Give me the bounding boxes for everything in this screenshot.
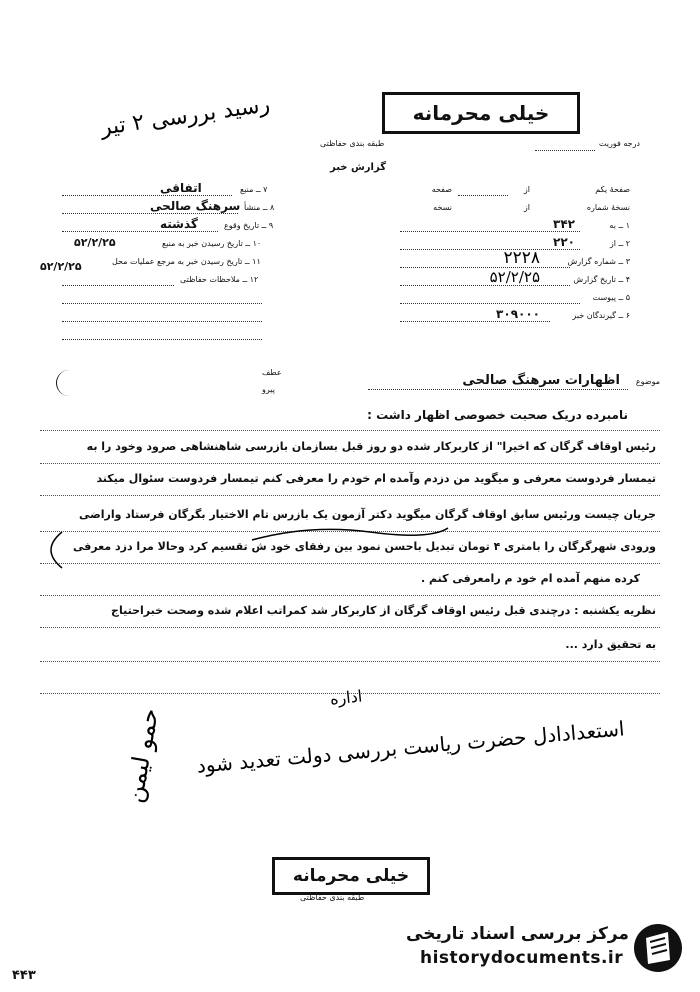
body-line: تیمسار فردوست معرفی و میگوید من دزدم وآمده ام خودم را معرفی کنم تیمسار فردوست سئوال میکند: [96, 472, 656, 485]
top-handwritten-note: رسید بررسی ۲ تیر: [99, 92, 272, 141]
occurrence-date-value: گذشته: [160, 217, 198, 231]
classification-stamp-bottom: خیلی محرمانه: [272, 857, 430, 895]
page-label: صفحهٔ یکم: [595, 185, 630, 194]
subject-label: موضوع: [635, 377, 660, 386]
body-rule: [40, 483, 660, 496]
follow-up-label: پیرو: [262, 385, 275, 394]
logo-url: historydocuments.ir: [420, 948, 624, 968]
page-line: [458, 195, 508, 196]
subject-bracket: [56, 370, 79, 396]
body-rule: [40, 583, 660, 596]
origin-label: ۸ ــ منشأ: [244, 203, 275, 212]
subject-value: اظهارات سرهنگ صالحی: [462, 373, 620, 388]
underline-scribble: [250, 520, 450, 550]
copy-of-label: از: [523, 203, 530, 212]
occurrence-date-line: [62, 231, 218, 232]
page-of-label: از: [523, 185, 530, 194]
security-notes-line-4: [62, 339, 262, 340]
recipients-value: ۳۰۹۰۰۰: [496, 307, 540, 321]
body-line: به تحقیق دارد ...: [565, 638, 656, 651]
page-number: ۴۴۳: [12, 968, 36, 983]
from-value: ۲۲۰: [553, 235, 575, 249]
body-rule: [40, 615, 660, 628]
classification-label: طبقه بندی حفاظتی: [320, 139, 385, 148]
classification-stamp-top: خیلی محرمانه: [382, 92, 580, 134]
to-label: ۱ ــ به: [609, 221, 630, 230]
origin-line: [62, 213, 238, 214]
body-line: نامبرده دریک صحبت خصوصی اظهار داشت :: [367, 408, 628, 422]
occurrence-date-label: ۹ ــ تاریخ وقوع: [224, 221, 274, 230]
news-to-local-ops-date-label: ۱۱ ــ تاریخ رسیدن خبر به مرجع عملیات محل: [112, 257, 261, 266]
signature: حمو لیمن: [120, 706, 165, 805]
attachment-line: [400, 303, 580, 304]
from-label: ۲ ــ از: [609, 239, 630, 248]
body-rule: [40, 649, 660, 662]
security-notes-label: ۱۲ ــ ملاحظات حفاظتی: [180, 275, 259, 284]
attachment-label: ۵ ــ پیوست: [592, 293, 630, 302]
origin-value: سرهنگ صالحی: [150, 199, 241, 213]
security-notes-line-2: [62, 303, 262, 304]
margin-note: اداره: [329, 686, 364, 709]
body-line: جریان چیست ورئیس سابق اوقاف گرگان میگوید دکتر آزمون یک بازرس تام الاختیار بگرگان فرستاد واراضی: [78, 508, 656, 521]
body-rule: [40, 451, 660, 464]
news-to-local-ops-date-value: ۵۲/۲/۲۵: [40, 260, 82, 273]
report-date-label: ۴ ــ تاریخ گزارش: [573, 275, 630, 284]
copy-label: نسخهٔ شماره: [586, 203, 630, 212]
priority-label: درجه فوریت: [598, 139, 640, 148]
recipients-label: ۶ ــ گیرندگان خبر: [572, 311, 630, 320]
subject-line: [368, 389, 628, 390]
news-to-source-date-label: ۱۰ ــ تاریخ رسیدن خبر به منبع: [162, 239, 262, 248]
recipients-line: [400, 321, 550, 322]
source-value: اتفاقی: [160, 181, 202, 195]
report-date-value: ۵۲/۲/۲۵: [489, 268, 540, 286]
body-rule: [40, 551, 660, 564]
source-label: ۷ ــ منبع: [240, 185, 268, 194]
body-line: کرده منهم آمده ام خود م رامعرفی کنم .: [421, 572, 640, 585]
page-unit: صفحه: [431, 185, 452, 194]
report-number-label: ۳ ــ شماره گزارش: [567, 257, 630, 266]
to-value: ۳۴۲: [553, 217, 575, 231]
body-line: نظریه یکشنبه : درچندی قبل رئیس اوقاف گرگان از کاربرکار شد کمراتب اعلام شده وصحت خبراحتیاج: [111, 604, 656, 617]
priority-line: [535, 150, 595, 151]
to-line: [400, 231, 580, 232]
archive-emblem-icon: [632, 922, 684, 974]
handwritten-instruction: استعدادادل حضرت ریاست بررسی دولت تعدید شود: [195, 716, 626, 778]
classification-stamp-caption: طبقه بندی حفاظتی: [300, 893, 365, 902]
news-to-source-date-value: ۵۲/۲/۲۵: [74, 236, 116, 249]
from-line: [400, 249, 580, 250]
body-line: ورودی شهرگرگان را بامتری ۴ تومان تبدیل باحسن نمود بین رفقای خود ش تقسیم کرد وحالا مرا دزد معرفی: [72, 540, 656, 553]
report-date-line: [400, 285, 570, 286]
logo-title: مرکز بررسی اسناد تاریخی: [406, 924, 629, 944]
doc-type-title: گزارش خبر: [330, 162, 387, 173]
body-line: رئیس اوقاف گرگان که اخیرا" از کاربرکار شده دو روز قبل بسازمان بازرسی شاهنشاهی صرود وخود را به: [86, 440, 656, 453]
body-rule: [40, 418, 660, 431]
copy-unit: نسخه: [433, 203, 452, 212]
security-notes-line-3: [62, 321, 262, 322]
archive-logo: [400, 920, 690, 984]
bracket-mark: [36, 530, 66, 570]
security-notes-line-1: [62, 285, 174, 286]
source-line: [62, 195, 232, 196]
reference-label: عطف: [262, 368, 282, 377]
report-number-value: ۲۲۲۸: [503, 248, 540, 268]
report-number-line: [400, 267, 570, 268]
